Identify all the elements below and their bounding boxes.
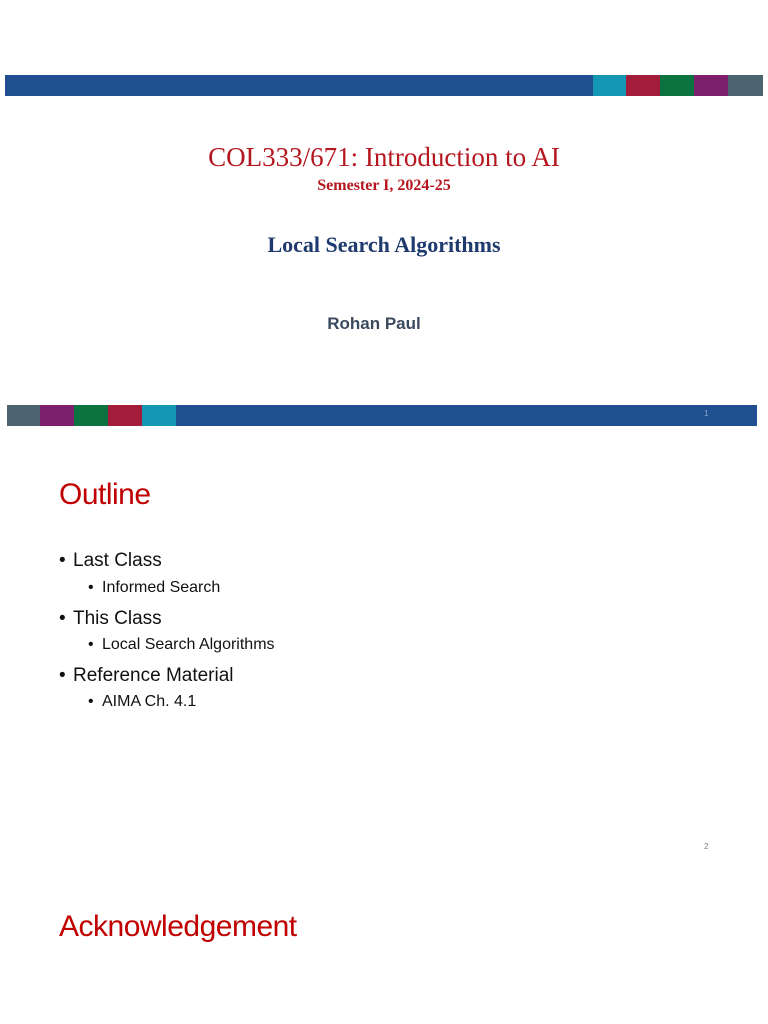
slide-heading: Acknowledgement [59, 910, 297, 943]
bar-segment-purple [40, 405, 74, 426]
list-item: • This Class [59, 608, 162, 629]
bar-segment-slate [7, 405, 40, 426]
list-item-label: Last Class [73, 550, 162, 571]
lecture-title: Local Search Algorithms [267, 232, 501, 257]
bar-segment-crimson [626, 75, 660, 96]
bar-segment-teal [142, 405, 176, 426]
bar-segment-slate [728, 75, 763, 96]
list-subitem: • Local Search Algorithms [88, 636, 275, 653]
list-subitem-label: Informed Search [102, 579, 221, 596]
bar-segment-green [74, 405, 108, 426]
author-name: Rohan Paul [327, 314, 421, 333]
list-subitem: • AIMA Ch. 4.1 [88, 693, 197, 710]
bar-segment-teal [593, 75, 626, 96]
semester-label: Semester I, 2024-25 [317, 177, 451, 194]
bar-segment-crimson [108, 405, 142, 426]
list-subitem: • Informed Search [88, 579, 221, 596]
page-number: 1 [704, 409, 709, 418]
list-item-label: This Class [73, 608, 162, 629]
bar-segment-blue [176, 405, 757, 426]
bar-segment-green [660, 75, 694, 96]
bar-segment-purple [694, 75, 728, 96]
bar-segment-blue [5, 75, 593, 96]
bottom-decorative-bar [7, 405, 757, 426]
list-subitem-label: Local Search Algorithms [102, 636, 275, 653]
list-item-label: Reference Material [73, 665, 234, 686]
list-item: • Reference Material [59, 665, 234, 686]
list-subitem-label: AIMA Ch. 4.1 [102, 693, 197, 710]
slide-heading: Outline [59, 478, 151, 511]
course-title: COL333/671: Introduction to AI [208, 142, 560, 172]
list-item: • Last Class [59, 550, 162, 571]
top-decorative-bar [5, 75, 763, 96]
page-number: 2 [704, 842, 709, 851]
